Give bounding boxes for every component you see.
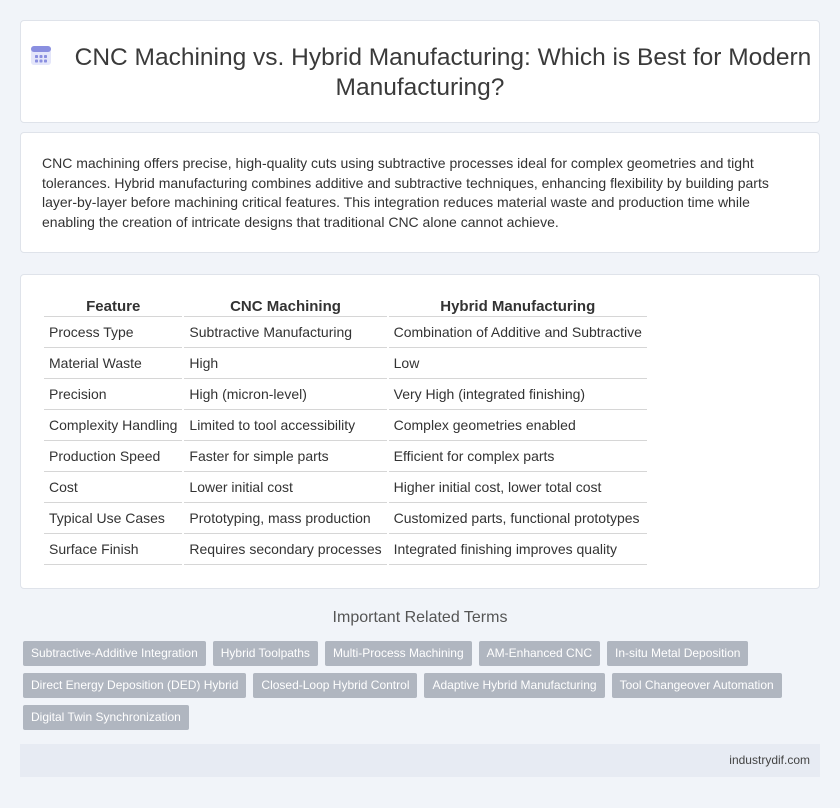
related-terms-list: [23, 641, 803, 737]
table-cell: High (micron-level): [184, 379, 386, 410]
related-term-tag[interactable]: Adaptive Hybrid Manufacturing: [424, 673, 604, 698]
related-term-tag[interactable]: AM-Enhanced CNC: [479, 641, 600, 666]
related-term-tag[interactable]: Digital Twin Synchronization: [23, 705, 189, 730]
table-cell: Prototyping, mass production: [184, 503, 386, 534]
table-cell: Integrated finishing improves quality: [389, 534, 647, 565]
intro-paragraph: CNC machining offers precise, high-quality cuts using subtractive processes ideal for complex geometries and tight tolerances. Hybrid manufacturing combines additive and subtractive techniques, enhancing flexibility by building parts layer-by-layer before machining critical features. This integration reduces material waste and production time while enabling the creation of intricate designs that traditional CNC alone cannot achieve.: [42, 155, 769, 230]
table-cell: Surface Finish: [44, 534, 182, 565]
header-cnc: CNC Machining: [184, 297, 386, 317]
footer-site-link[interactable]: industrydif.com: [729, 753, 810, 767]
table-row: [44, 441, 647, 472]
intro-card: [20, 132, 820, 253]
header-hybrid: Hybrid Manufacturing: [389, 297, 647, 317]
table-cell: Higher initial cost, lower total cost: [389, 472, 647, 503]
related-term-tag[interactable]: Tool Changeover Automation: [612, 673, 782, 698]
table-cell: Cost: [44, 472, 182, 503]
title-card: [20, 20, 820, 123]
table-header-row: [44, 297, 647, 317]
table-row: [44, 379, 647, 410]
table-cell: Requires secondary processes: [184, 534, 386, 565]
related-term-tag[interactable]: In-situ Metal Deposition: [607, 641, 748, 666]
comparison-table: [42, 297, 649, 565]
table-cell: Faster for simple parts: [184, 441, 386, 472]
related-term-tag[interactable]: Closed-Loop Hybrid Control: [253, 673, 417, 698]
table-row: [44, 410, 647, 441]
table-cell: Very High (integrated finishing): [389, 379, 647, 410]
table-cell: Subtractive Manufacturing: [184, 317, 386, 348]
table-row: [44, 472, 647, 503]
related-term-tag[interactable]: Subtractive-Additive Integration: [23, 641, 206, 666]
table-cell: Combination of Additive and Subtractive: [389, 317, 647, 348]
table-cell: Efficient for complex parts: [389, 441, 647, 472]
table-cell: Complex geometries enabled: [389, 410, 647, 441]
table-cell: Production Speed: [44, 441, 182, 472]
table-row: [44, 503, 647, 534]
page-title: CNC Machining vs. Hybrid Manufacturing: Which is Best for Modern Manufacturing?: [74, 44, 812, 101]
comparison-card: [20, 274, 820, 589]
table-cell: Limited to tool accessibility: [184, 410, 386, 441]
table-row: [44, 348, 647, 379]
table-cell: Customized parts, functional prototypes: [389, 503, 647, 534]
related-term-tag[interactable]: Direct Energy Deposition (DED) Hybrid: [23, 673, 246, 698]
table-cell: Complexity Handling: [44, 410, 182, 441]
table-cell: High: [184, 348, 386, 379]
table-cell: Process Type: [44, 317, 182, 348]
related-term-tag[interactable]: Hybrid Toolpaths: [213, 641, 318, 666]
header-feature: Feature: [44, 297, 182, 317]
table-row: [44, 534, 647, 565]
related-term-tag[interactable]: Multi-Process Machining: [325, 641, 472, 666]
table-cell: Precision: [44, 379, 182, 410]
calendar-icon: [29, 43, 53, 67]
table-cell: Low: [389, 348, 647, 379]
related-terms-title: Important Related Terms: [332, 609, 508, 626]
page-title-wrap: [21, 43, 819, 103]
footer: [20, 744, 820, 777]
table-cell: Typical Use Cases: [44, 503, 182, 534]
table-cell: Material Waste: [44, 348, 182, 379]
table-row: [44, 317, 647, 348]
table-cell: Lower initial cost: [184, 472, 386, 503]
